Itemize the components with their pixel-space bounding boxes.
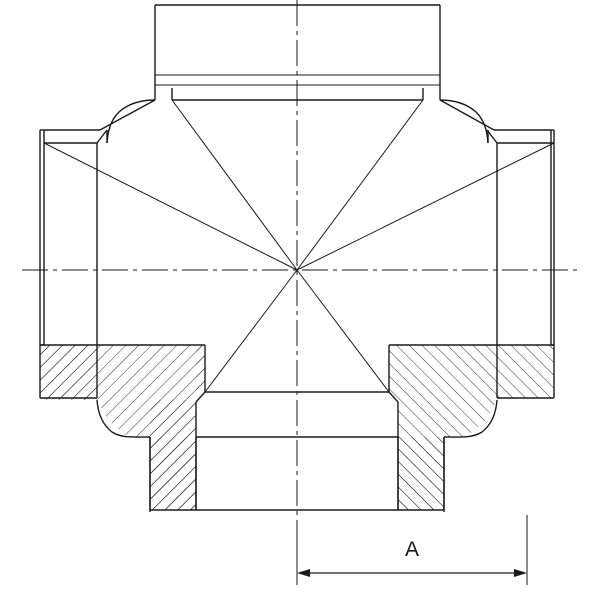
dimension-a [297, 515, 527, 585]
dimension-a-arrow-left [297, 569, 310, 577]
dimension-a-label: A [404, 538, 420, 561]
centerlines [22, 0, 578, 560]
dimension-a-arrow-right [514, 569, 527, 577]
